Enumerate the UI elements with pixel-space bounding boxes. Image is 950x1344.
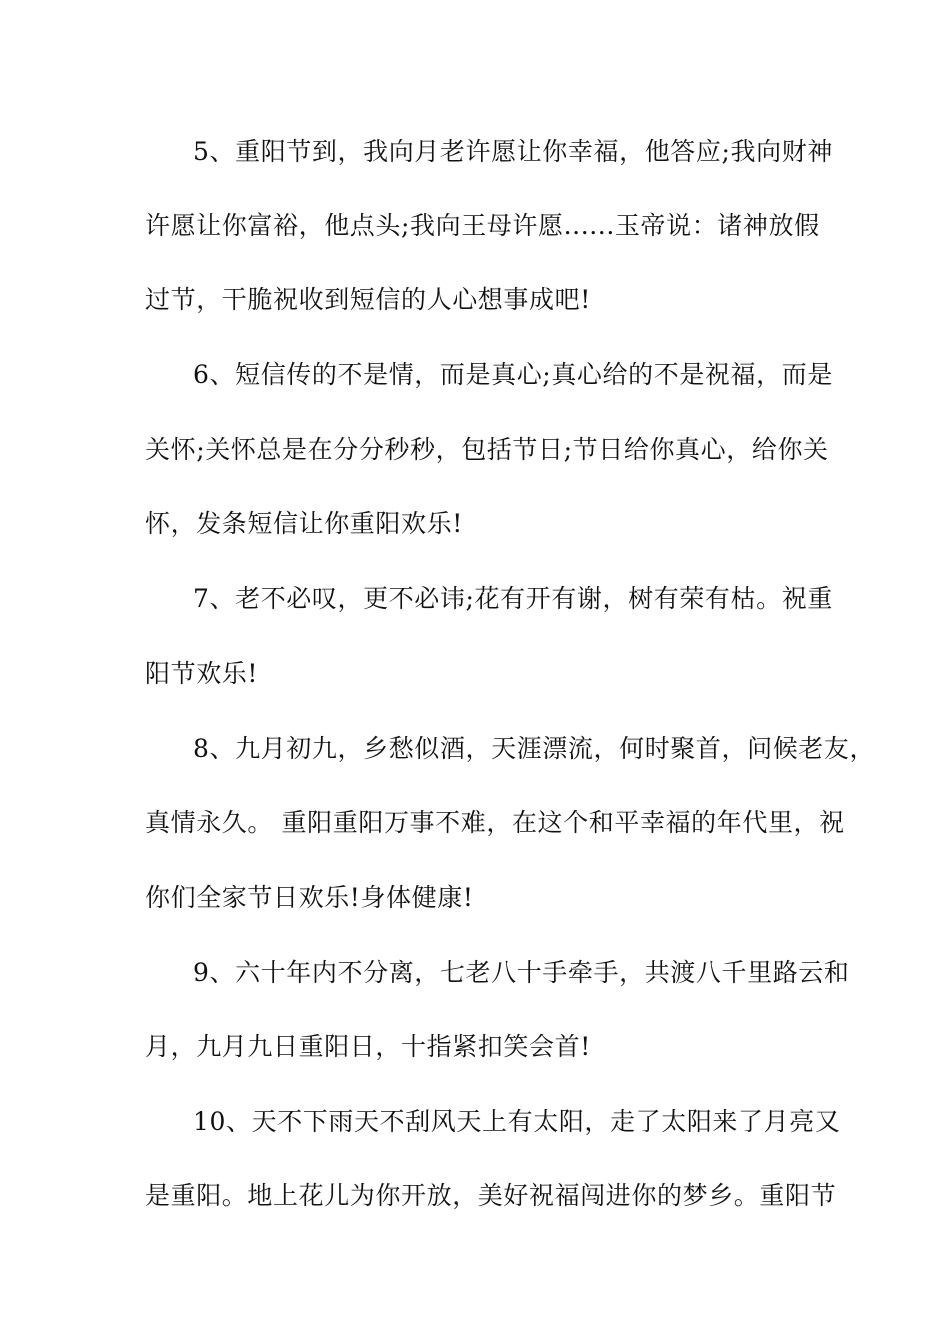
text-line: 过节，干脆祝收到短信的人心想事成吧! bbox=[145, 285, 591, 314]
text-line: 月，九月九日重阳日，十指紧扣笑会首! bbox=[145, 1032, 591, 1061]
text-line: 阳节欢乐! bbox=[145, 659, 259, 688]
text-line: 8、九月初九，乡愁似酒，天涯漂流，何时聚首，问候老友， bbox=[193, 734, 876, 763]
text-line: 6、短信传的不是情，而是真心;真心给的不是祝福，而是 bbox=[193, 360, 833, 389]
text-line: 9、六十年内不分离，七老八十手牵手，共渡八千里路云和 bbox=[193, 958, 850, 987]
text-line: 真情永久。 重阳重阳万事不难，在这个和平幸福的年代里，祝 bbox=[145, 808, 845, 837]
text-line: 是重阳。地上花儿为你开放，美好祝福闯进你的梦乡。重阳节 bbox=[145, 1181, 837, 1210]
text-line: 关怀;关怀总是在分分秒秒，包括节日;节日给你真心，给你关 bbox=[145, 435, 829, 464]
text-line: 你们全家节日欢乐!身体健康! bbox=[145, 883, 474, 912]
text-line: 10、天不下雨天不刮风天上有太阳，走了太阳来了月亮又 bbox=[193, 1107, 841, 1136]
text-line: 怀，发条短信让你重阳欢乐! bbox=[145, 509, 463, 538]
text-line: 7、老不必叹，更不必讳;花有开有谢，树有荣有枯。祝重 bbox=[193, 584, 833, 613]
text-line: 5、重阳节到，我向月老许愿让你幸福，他答应;我向财神 bbox=[193, 137, 833, 166]
text-line: 许愿让你富裕，他点头;我向王母许愿......玉帝说：诸神放假 bbox=[145, 211, 820, 240]
